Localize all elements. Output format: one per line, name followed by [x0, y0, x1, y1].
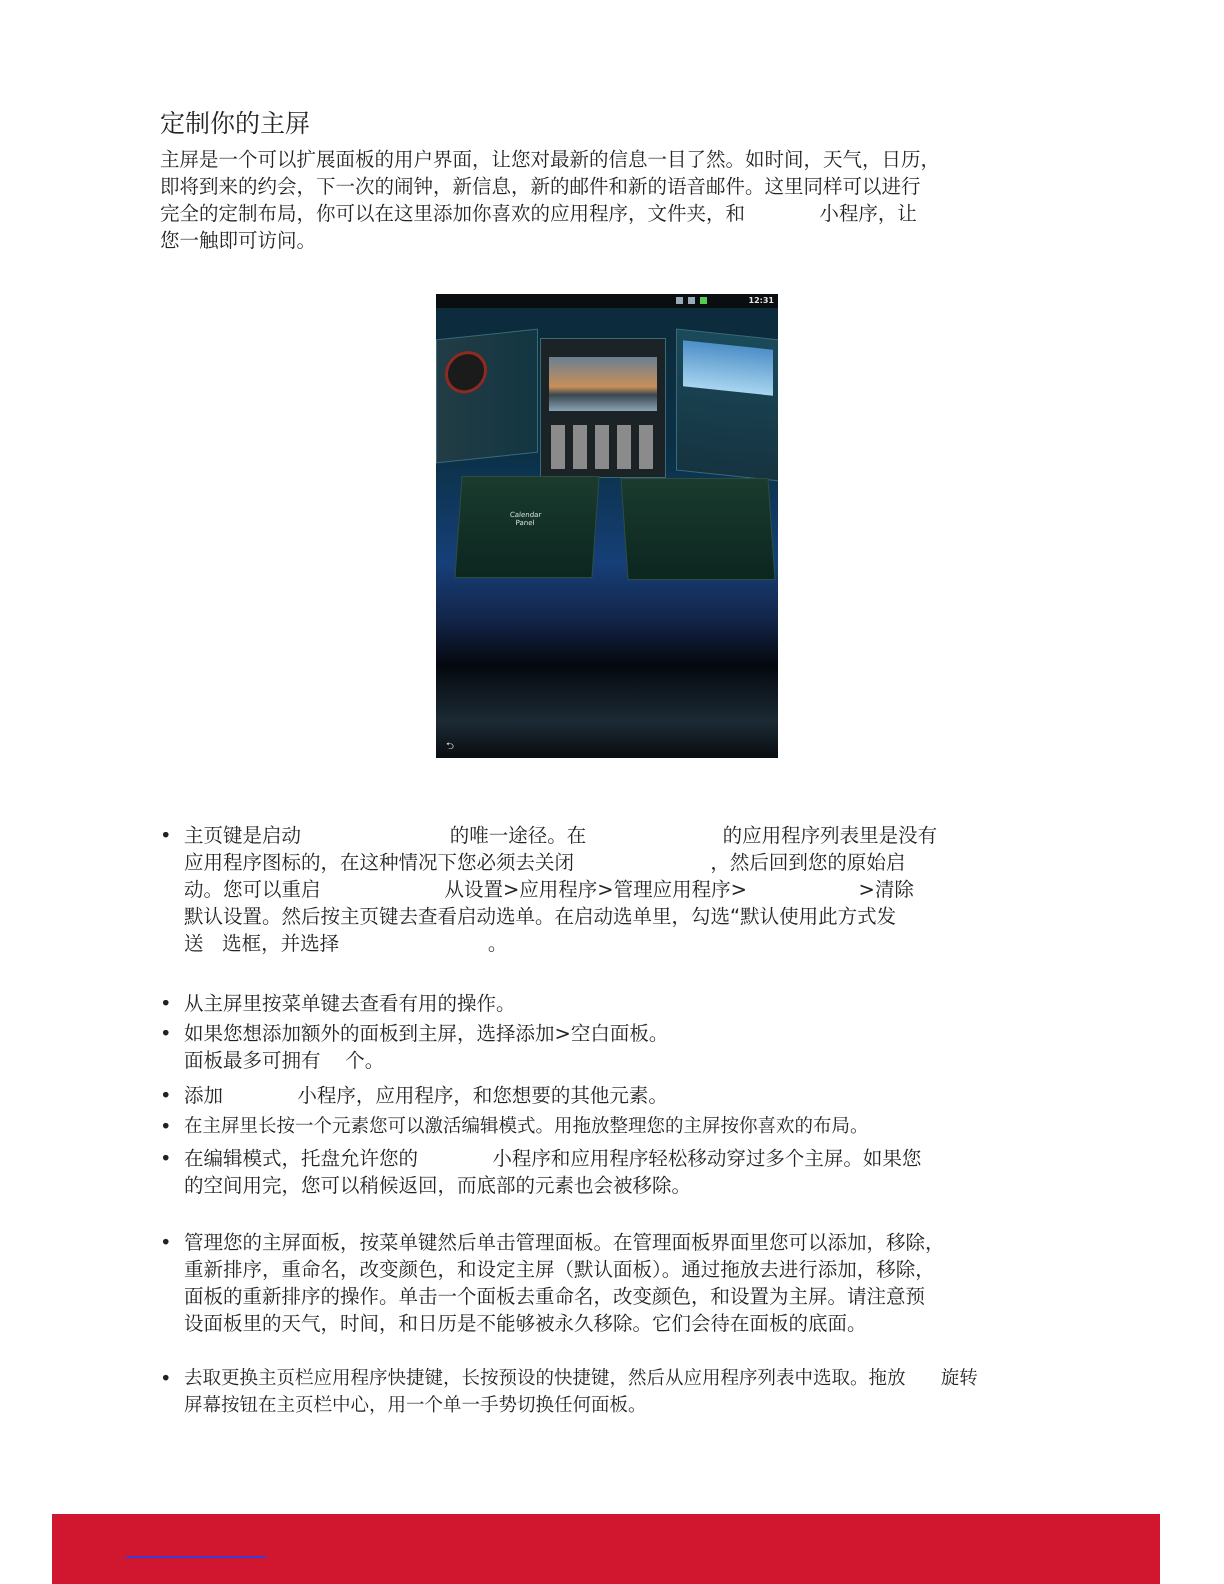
bullet-symbol: • — [160, 992, 172, 1015]
bullet-symbol: • — [160, 824, 172, 847]
battery-icon — [700, 297, 707, 304]
intro-line: 您一触即可访问。 — [160, 229, 317, 252]
bullet-symbol: • — [160, 1367, 172, 1390]
list-item-line: 管理您的主屏面板，按菜单键然后单击管理面板。在管理面板界面里您可以添加，移除， — [184, 1231, 945, 1254]
list-item-line: 设面板里的天气，时间，和日历是不能够被永久移除。它们会待在面板的底面。 — [184, 1312, 867, 1335]
blank-panel-card — [620, 478, 775, 580]
home-screen-screenshot — [436, 294, 778, 758]
signal-icon — [676, 297, 683, 304]
photo — [549, 357, 657, 411]
list-item-line: 送 选框，并选择 。 — [184, 932, 508, 955]
list-item-line: 面板最多可拥有 个。 — [184, 1049, 385, 1072]
list-item-line: 动。您可以重启 从设置>应用程序>管理应用程序> >清除 — [184, 878, 914, 901]
list-item-line: 应用程序图标的，在这种情况下您必须去关闭 ，然后回到您的原始启 — [184, 851, 906, 874]
wifi-icon — [688, 297, 695, 304]
weather-image — [683, 340, 773, 395]
list-item-line: 添加 小程序，应用程序，和您想要的其他元素。 — [184, 1084, 668, 1107]
status-time: 12:31 — [748, 296, 774, 305]
panel-picture — [540, 338, 666, 478]
intro-line: 主屏是一个可以扩展面板的用户界面，让您对最新的信息一目了然。如时间，天气，日历， — [160, 148, 941, 171]
intro-line: 即将到来的约会，下一次的闹钟，新信息，新的邮件和新的语音邮件。这里同样可以进行 — [160, 175, 921, 198]
card-label: Calendar Panel — [509, 511, 542, 527]
panel-clock — [436, 329, 538, 464]
bullet-symbol: • — [160, 1115, 172, 1138]
bullet-symbol: • — [160, 1084, 172, 1107]
intro-paragraph — [160, 146, 1060, 254]
bullet-symbol: • — [160, 1022, 172, 1045]
list-item-line: 面板的重新排序的操作。单击一个面板去重命名，改变颜色，和设置为主屏。请注意预 — [184, 1285, 926, 1308]
thumbnail-grid — [551, 425, 659, 469]
page-title: 定制你的主屏 — [160, 109, 311, 138]
list-item-line: 屏幕按钮在主页栏中心，用一个单一手势切换任何面板。 — [184, 1395, 647, 1416]
panel-weather — [676, 329, 778, 482]
list-item-line: 重新排序，重命名，改变颜色，和设定主屏（默认面板）。通过拖放去进行添加，移除， — [184, 1258, 935, 1281]
list-item-line: 在编辑模式，托盘允许您的 小程序和应用程序轻松移动穿过多个主屏。如果您 — [184, 1147, 922, 1170]
calendar-panel-card — [454, 476, 599, 578]
list-item-line: 如果您想添加额外的面板到主屏，选择添加>空白面板。 — [184, 1022, 669, 1045]
intro-line: 完全的定制布局，你可以在这里添加你喜欢的应用程序，文件夹，和 小程序，让 — [160, 202, 917, 225]
status-bar — [436, 294, 778, 308]
bullet-symbol: • — [160, 1231, 172, 1254]
back-icon: ⮌ — [446, 741, 455, 752]
list-item-line: 在主屏里长按一个元素您可以激活编辑模式。用拖放整理您的主屏按你喜欢的布局。 — [184, 1116, 869, 1137]
list-item-line: 去取更换主页栏应用程序快捷键，长按预设的快捷键，然后从应用程序列表中选取。拖放 旋转 — [184, 1368, 978, 1389]
list-item-line: 的空间用完，您可以稍候返回，而底部的元素也会被移除。 — [184, 1174, 692, 1197]
list-item-line: 主页键是启动 的唯一途径。在 的应用程序列表里是没有 — [184, 824, 938, 847]
footer-link[interactable] — [126, 1556, 266, 1558]
footer-bar — [52, 1514, 1160, 1584]
bullet-symbol: • — [160, 1147, 172, 1170]
list-item-line: 从主屏里按菜单键去查看有用的操作。 — [184, 992, 516, 1015]
list-item-line: 默认设置。然后按主页键去查看启动选单。在启动选单里，勾选“默认使用此方式发 — [184, 905, 897, 928]
clock-icon — [445, 349, 487, 395]
